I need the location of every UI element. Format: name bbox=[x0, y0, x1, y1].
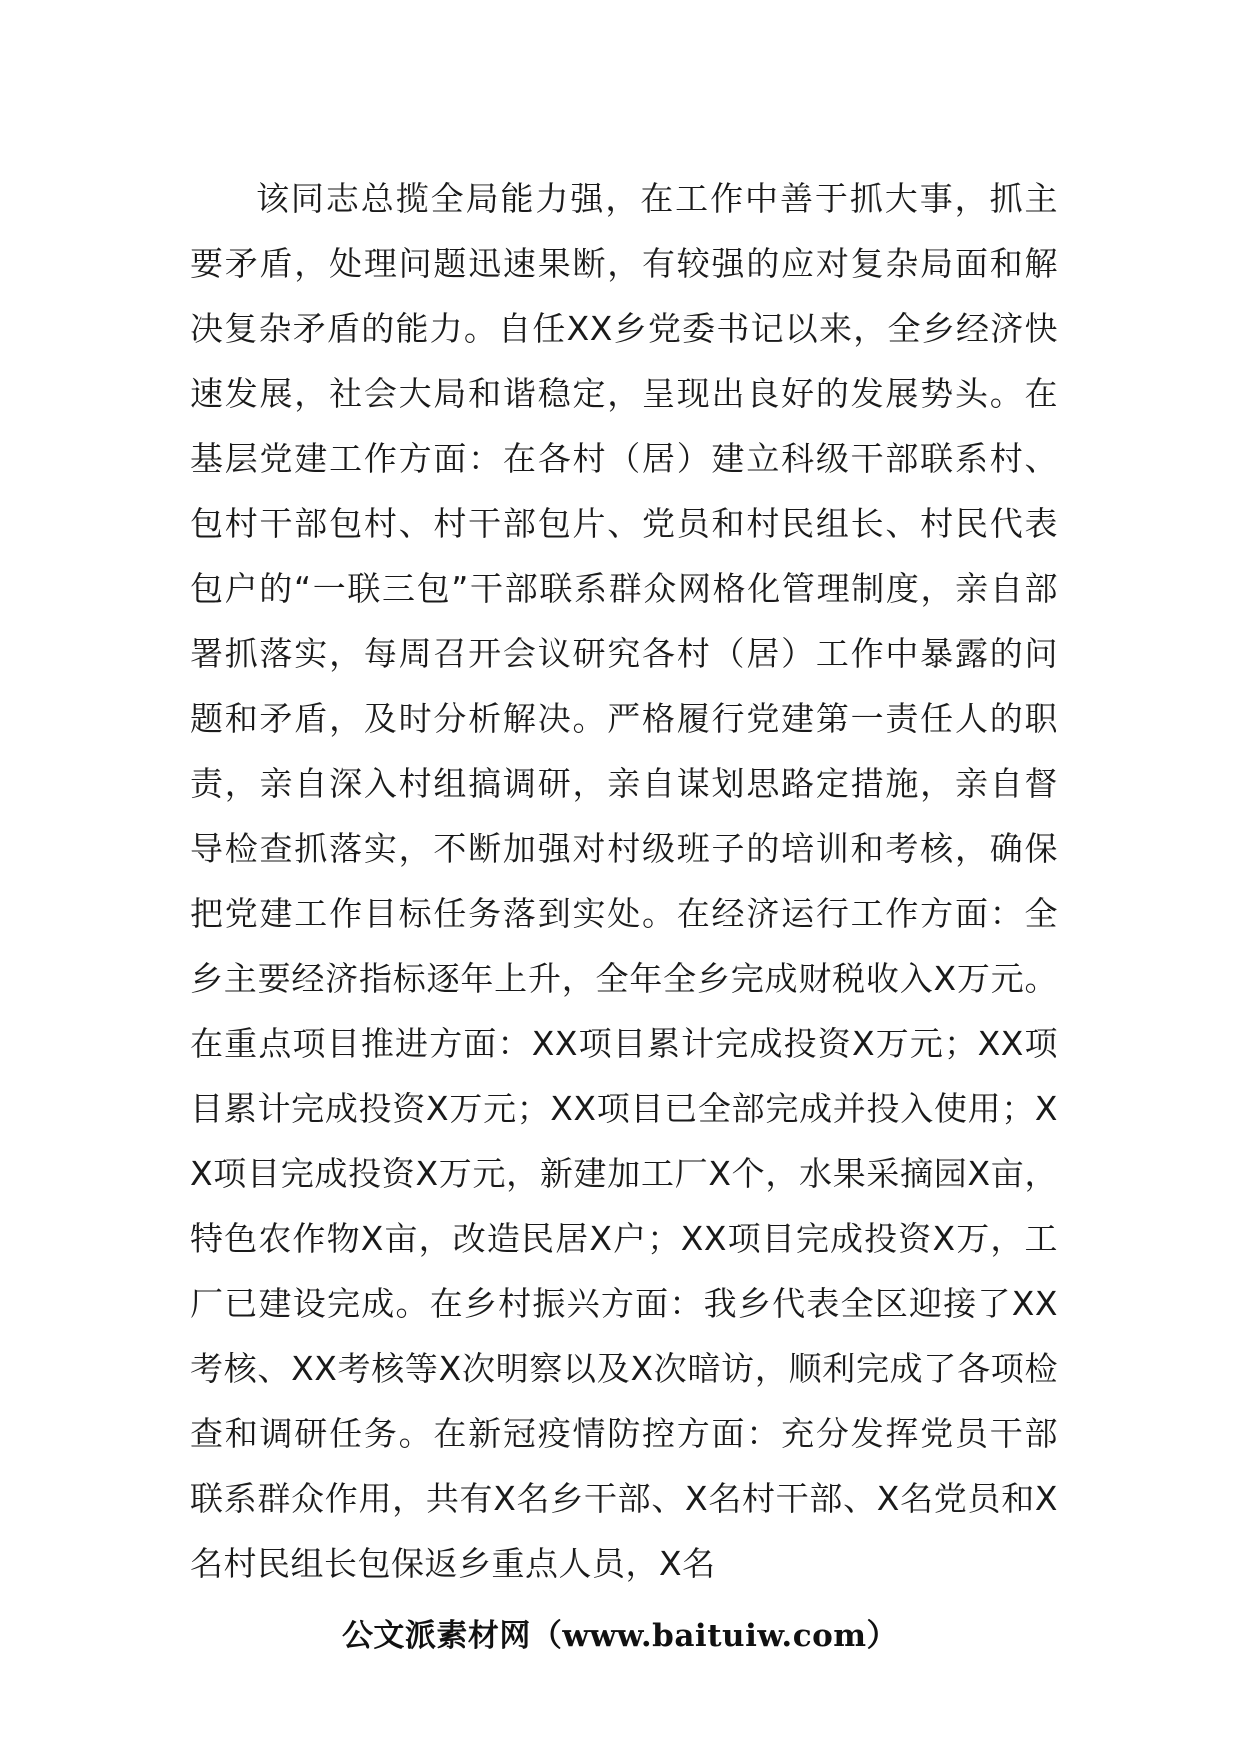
footer-watermark: 公文派素材网（www.baituiw.com） bbox=[341, 1618, 899, 1654]
body-paragraph: 该同志总揽全局能力强，在工作中善于抓大事，抓主要矛盾，处理问题迅速果断，有较强的应对复杂局面和解决复杂矛盾的能力。自任XX乡党委书记以来，全乡经济快速发展，社会大局和谐稳定，呈现出良好的发展势头。在基层党建工作方面：在各村（居）建立科级干部联系村、包村干部包村、村干部包片、党员和村民组长、村民代表包户的“一联三包”干部联系群众网格化管理制度，亲自部署抓落实，每周召开会议研究各村（居）工作中暴露的问题和矛盾，及时分析解决。严格履行党建第一责任人的职责，亲自深入村组搞调研，亲自谋划思路定措施，亲自督导检查抓落实，不断加强对村级班子的培训和考核，确保把党建工作目标任务落到实处。在经济运行工作方面：全乡主要经济指标逐年上升，全年全乡完成财税收入X万元。在重点项目推进方面：XX项目累计完成投资X万元；XX项目累计完成投资X万元；XX项目已全部完成并投入使用；XX项目完成投资X万元，新建加工厂X个，水果采摘园X亩，特色农作物X亩，改造民居X户；XX项目完成投资X万，工厂已建设完成。在乡村振兴方面：我乡代表全区迎接了XX考核、XX考核等X次明察以及X次暗访，顺利完成了各项检查和调研任务。在新冠疫情防控方面：充分发挥党员干部联系群众作用，共有X名乡干部、X名村干部、X名党员和X名村民组长包保返乡重点人员，X名 bbox=[190, 179, 1058, 1583]
